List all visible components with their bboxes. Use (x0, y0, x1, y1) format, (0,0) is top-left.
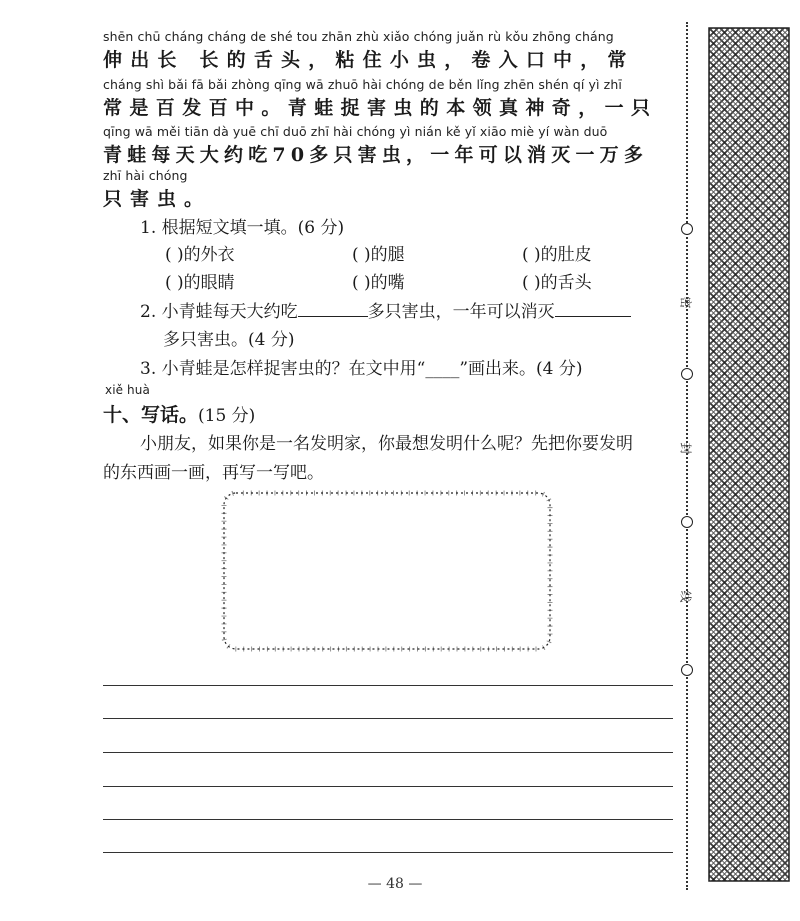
binding-char-xian: 线 (678, 590, 693, 603)
question-1: 1. 根据短文填一填。(6 分) (140, 218, 345, 238)
pinyin-line-4: zhī hài chóng (103, 168, 188, 183)
page-number: — 48 — (367, 876, 423, 892)
pinyin-line-2: cháng shì bǎi fā bǎi zhòng qīng wā zhuō hài chóng de běn lǐng zhēn shén qí yì zhī (103, 77, 622, 92)
pinyin-line-3: qīng wā měi tiān dà yuē chī duō zhī hài chóng yì nián kě yǐ xiāo miè yí wàn duō (103, 124, 608, 139)
q1-blank-eyes[interactable]: ( )的眼睛 (165, 273, 235, 293)
q1-blank-tongue[interactable]: ( )的舌头 (522, 273, 592, 293)
question-2 (140, 297, 631, 322)
writing-prompt-line-2: 的东西画一画，再写一写吧。 (103, 463, 324, 483)
pinyin-line-1: shēn chū cháng cháng de shé tou zhān zhù xiǎo chóng juǎn rù kǒu zhōng cháng (103, 29, 614, 44)
writing-line-6[interactable] (103, 852, 673, 853)
binding-circle (681, 664, 693, 676)
q2-text-part1: 2. 小青蛙每天大约吃 (140, 302, 298, 322)
q2-text-part2: 多只害虫，一年可以消灭 (367, 302, 555, 322)
writing-line-5[interactable] (103, 819, 673, 820)
writing-line-4[interactable] (103, 786, 673, 787)
binding-dotted-line (686, 22, 688, 890)
binding-char-feng: 封 (678, 442, 693, 455)
writing-heading-score: (15 分) (198, 406, 256, 426)
q1-blank-coat[interactable]: ( )的外衣 (165, 245, 235, 265)
decorative-side-strip (708, 27, 790, 882)
question-2-line-2: 多只害虫。(4 分) (163, 330, 295, 350)
binding-circle (681, 368, 693, 380)
writing-line-3[interactable] (103, 752, 673, 753)
writing-heading-title: 十、写话。 (103, 404, 199, 426)
question-3: 3. 小青蛙是怎样捉害虫的？在文中用“____”画出来。(4 分) (140, 359, 583, 379)
q1-blank-mouth[interactable]: ( )的嘴 (352, 273, 405, 293)
binding-circle (681, 516, 693, 528)
q1-blank-legs[interactable]: ( )的腿 (352, 245, 405, 265)
q2-blank-per-day[interactable] (298, 316, 368, 317)
binding-circle (681, 223, 693, 235)
q2-blank-per-year[interactable] (555, 316, 631, 317)
drawing-box[interactable] (221, 490, 553, 652)
hanzi-line-3: 青蛙每天大约吃70多只害虫，一年可以消灭一万多 (103, 144, 649, 166)
hanzi-line-4: 只害虫。 (103, 188, 212, 210)
hanzi-line-1: 伸出长 长的舌头，粘住小虫，卷入口中，常 (103, 49, 635, 71)
hanzi-line-2: 常是百发百中。青蛙捉害虫的本领真神奇，一只 (103, 97, 658, 119)
writing-line-1[interactable] (103, 685, 673, 686)
writing-heading-pinyin: xiě huà (105, 383, 150, 397)
writing-heading (103, 400, 255, 427)
q1-blank-belly[interactable]: ( )的肚皮 (522, 245, 592, 265)
writing-line-2[interactable] (103, 718, 673, 719)
writing-prompt-line-1: 小朋友，如果你是一名发明家，你最想发明什么呢？先把你要发明 (140, 434, 633, 454)
binding-char-mi: 密 (678, 296, 693, 309)
